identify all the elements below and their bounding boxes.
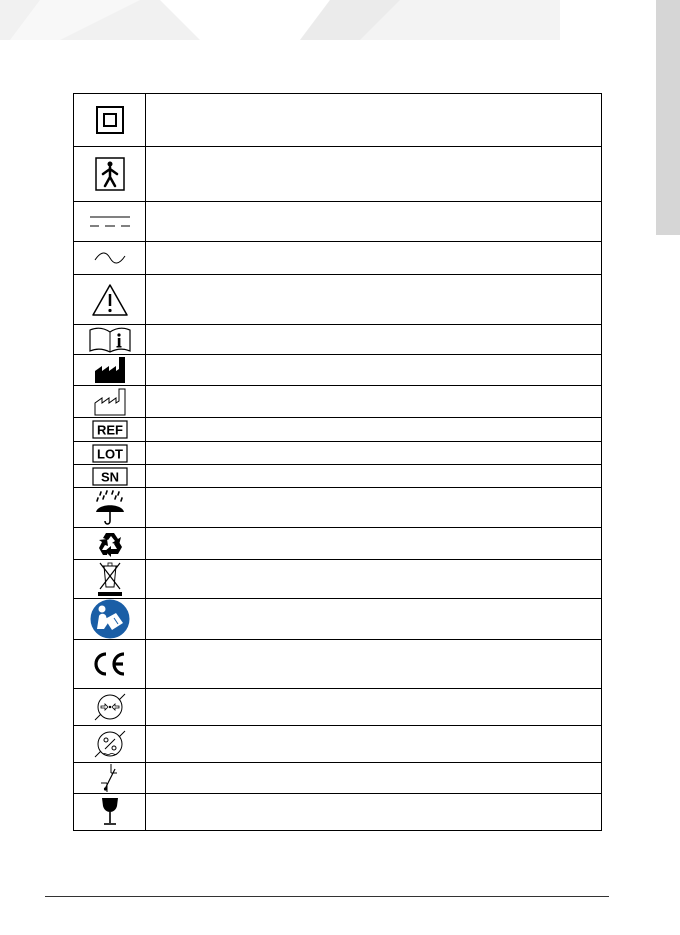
symbol-description <box>146 528 602 560</box>
manufacturer-icon <box>94 356 126 384</box>
ref-icon <box>92 420 128 439</box>
type-bf-applied-part-icon <box>95 157 125 191</box>
symbol-description <box>146 689 602 726</box>
svg-text:REF: REF <box>96 422 123 438</box>
side-tab <box>656 0 680 235</box>
table-row <box>74 528 602 560</box>
table-row <box>74 640 602 689</box>
table-row <box>74 726 602 763</box>
table-row <box>74 689 602 726</box>
table-row <box>74 560 602 599</box>
svg-text:SN: SN <box>100 469 119 484</box>
fragile-icon <box>99 797 121 827</box>
alternating-current-icon <box>93 251 127 265</box>
symbol-description <box>146 202 602 242</box>
symbol-description <box>146 325 602 355</box>
table-row <box>74 794 602 831</box>
table-row <box>74 465 602 488</box>
header-decoration <box>0 0 680 40</box>
symbol-description <box>146 275 602 325</box>
symbol-description <box>146 560 602 599</box>
table-row <box>74 442 602 465</box>
table-row <box>74 599 602 640</box>
svg-text:LOT: LOT <box>96 446 123 461</box>
temperature-limit-icon <box>98 763 122 793</box>
lot-icon <box>92 444 128 463</box>
table-row <box>74 763 602 794</box>
symbol-description <box>146 763 602 794</box>
ce-mark-icon <box>91 651 129 677</box>
symbol-description <box>146 794 602 831</box>
table-row <box>74 275 602 325</box>
symbol-description <box>146 726 602 763</box>
symbol-description <box>146 386 602 418</box>
table-row <box>74 418 602 442</box>
table-row <box>74 386 602 418</box>
warning-triangle-icon <box>91 283 129 317</box>
symbol-description <box>146 599 602 640</box>
double-insulation-icon <box>95 105 125 135</box>
humidity-limit-icon <box>93 727 127 761</box>
table-row <box>74 242 602 275</box>
symbol-description <box>146 418 602 442</box>
symbol-description <box>146 442 602 465</box>
table-row <box>74 325 602 355</box>
table-row <box>74 147 602 202</box>
table-row <box>74 94 602 147</box>
symbol-description <box>146 465 602 488</box>
recycle-icon <box>95 530 125 558</box>
symbol-description <box>146 488 602 528</box>
symbol-description <box>146 94 602 147</box>
table-row <box>74 488 602 528</box>
table-row <box>74 355 602 386</box>
table-row <box>74 202 602 242</box>
symbols-table <box>73 93 602 831</box>
footer-divider <box>45 896 609 897</box>
keep-dry-icon <box>93 490 127 526</box>
date-of-manufacture-icon <box>94 388 126 416</box>
sn-icon <box>92 467 128 486</box>
symbol-description <box>146 640 602 689</box>
pressure-limit-icon <box>93 690 127 724</box>
symbol-description <box>146 355 602 386</box>
symbol-description <box>146 242 602 275</box>
symbol-description <box>146 147 602 202</box>
weee-bin-icon <box>97 560 123 598</box>
consult-instructions-icon <box>89 327 131 353</box>
direct-current-icon <box>89 214 131 230</box>
read-manual-icon <box>90 599 130 639</box>
